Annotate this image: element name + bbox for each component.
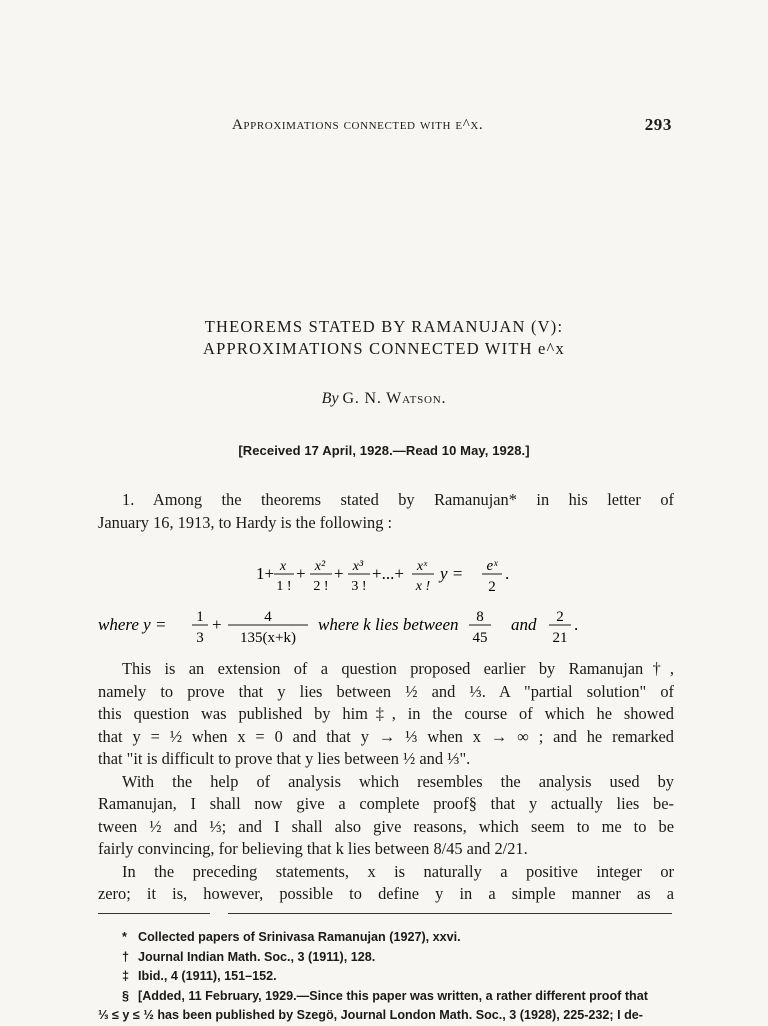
received-date: [Received 17 April, 1928.—Read 10 May, 1928.] <box>238 443 530 458</box>
para2-line: this question was published by him‡, in the course of which he showed <box>98 704 674 723</box>
footnotes <box>98 928 674 1026</box>
footnote-text: Journal Indian Math. Soc., 3 (1911), 128. <box>138 949 376 964</box>
eq1-term-2-den: 2 ! <box>313 579 329 594</box>
paragraph-2 <box>98 658 674 906</box>
eq1-rhs-num: eˣ <box>486 558 498 574</box>
equation-series-svg <box>256 552 576 602</box>
eq1-term-1 <box>274 559 294 594</box>
equation-where <box>98 603 678 658</box>
para1-line-1: 1. Among the theorems stated by Ramanujan* in his letter of <box>122 490 674 509</box>
para2-line: With the help of analysis which resembles the analysis used by <box>122 771 674 791</box>
running-head-title: Approximations connected with e^x. <box>232 117 484 133</box>
eq1-ellipsis: +...+ <box>372 564 404 583</box>
para2-line: This is an extension of a question proposed earlier by Ramanujan†, <box>122 659 674 678</box>
byline <box>0 390 768 408</box>
eq1-term-2-num: x² <box>314 559 326 574</box>
eq1-term-3-num: x³ <box>352 559 364 574</box>
eq1-term-4-den: x ! <box>415 579 431 594</box>
footnote-text: Ibid., 4 (1911), 151–152. <box>138 969 277 983</box>
author-name: G. N. Watson. <box>342 390 447 407</box>
footnote-text: ⅓ ≤ y ≤ ½ has been published by Szegö, Journal London Math. Soc., 3 (1928), 225-232; I de- <box>98 1008 643 1022</box>
eq1-term-1-den: 1 ! <box>276 579 292 594</box>
footnote <box>98 948 674 968</box>
footnote-mark: † <box>122 949 130 964</box>
footnote-mark: * <box>122 930 127 944</box>
byline-by: By <box>321 390 339 407</box>
footnote-rule-short <box>98 913 210 914</box>
eq2-where-k: where k lies between <box>318 615 459 634</box>
para2-line: tween ½ and ⅓; and I shall also give reasons, which seem to me to be <box>98 816 674 836</box>
eq1-term-3-den: 3 ! <box>351 579 367 594</box>
eq2-frac-1-den: 3 <box>196 630 204 646</box>
eq2-and: and <box>511 615 537 634</box>
eq2-frac-3 <box>469 609 491 646</box>
eq1-term-3 <box>348 559 370 594</box>
eq1-term-4 <box>412 559 434 594</box>
eq2-plus: + <box>212 615 222 634</box>
para2-line: that "it is difficult to prove that y lies between ½ and ⅓". <box>98 749 471 768</box>
eq2-frac-2-den: 135(x+k) <box>240 630 296 646</box>
eq2-frac-4-num: 2 <box>556 609 564 625</box>
eq2-where-y: where y = <box>98 615 167 634</box>
footnote-rule-long <box>228 913 672 914</box>
para2-line: that y = ½ when x = 0 and that y → ⅓ when x → ∞ ; and he remarked <box>98 726 674 746</box>
eq2-frac-1-num: 1 <box>196 609 204 625</box>
para1-line-2: January 16, 1913, to Hardy is the following : <box>98 512 393 532</box>
eq2-frac-4 <box>549 609 571 646</box>
eq2-frac-2 <box>228 609 308 646</box>
eq2-frac-1 <box>192 609 208 646</box>
footnote-text: Collected papers of Srinivasa Ramanujan (1927), xxvi. <box>138 930 461 944</box>
para2-line: zero; it is, however, possible to define y in a simple manner as a <box>98 884 674 903</box>
eq2-frac-2-num: 4 <box>264 609 272 625</box>
eq1-end: . <box>505 564 510 583</box>
paragraph-1 <box>98 489 674 534</box>
footnote-text: [Added, 11 February, 1929.—Since this paper was written, a rather different proof that <box>138 988 648 1003</box>
eq1-plus-2: + <box>334 564 344 583</box>
eq2-frac-4-den: 21 <box>552 630 568 646</box>
article-title-line-1: THEOREMS STATED BY RAMANUJAN (V): <box>204 317 564 336</box>
footnote <box>98 928 674 948</box>
para2-line: namely to prove that y lies between ½ and ⅓. A "partial solution" of <box>98 681 674 701</box>
footnote <box>98 967 674 987</box>
eq1-plus-1: + <box>296 564 306 583</box>
equation-where-svg <box>98 603 678 653</box>
eq2-end: . <box>574 615 579 634</box>
eq1-term-1-num: x <box>279 559 287 574</box>
article-title-line-2: APPROXIMATIONS CONNECTED WITH e^x <box>203 339 565 358</box>
eq1-term-2 <box>310 559 332 594</box>
footnote <box>98 1006 674 1026</box>
eq2-frac-3-den: 45 <box>472 630 488 646</box>
footnote-mark: § <box>122 988 130 1003</box>
eq1-lead: 1+ <box>256 564 275 583</box>
para2-line: fairly convincing, for believing that k lies between 8/45 and 2/21. <box>98 839 528 858</box>
eq1-term-4-num: xˣ <box>416 559 428 574</box>
eq1-rhs-den: 2 <box>488 579 496 595</box>
page-number: 293 <box>644 115 672 134</box>
footnote-mark: ‡ <box>122 969 130 983</box>
footnote <box>98 987 674 1007</box>
para2-line: Ramanujan, I shall now give a complete proof§ that y actually lies be- <box>98 794 674 813</box>
equation-series <box>256 552 576 607</box>
eq1-y: y = <box>440 564 464 583</box>
eq2-frac-3-num: 8 <box>476 609 484 625</box>
para2-line: In the preceding statements, x is naturally a positive integer or <box>122 861 674 881</box>
eq1-rhs <box>482 558 502 595</box>
running-head <box>232 117 672 134</box>
